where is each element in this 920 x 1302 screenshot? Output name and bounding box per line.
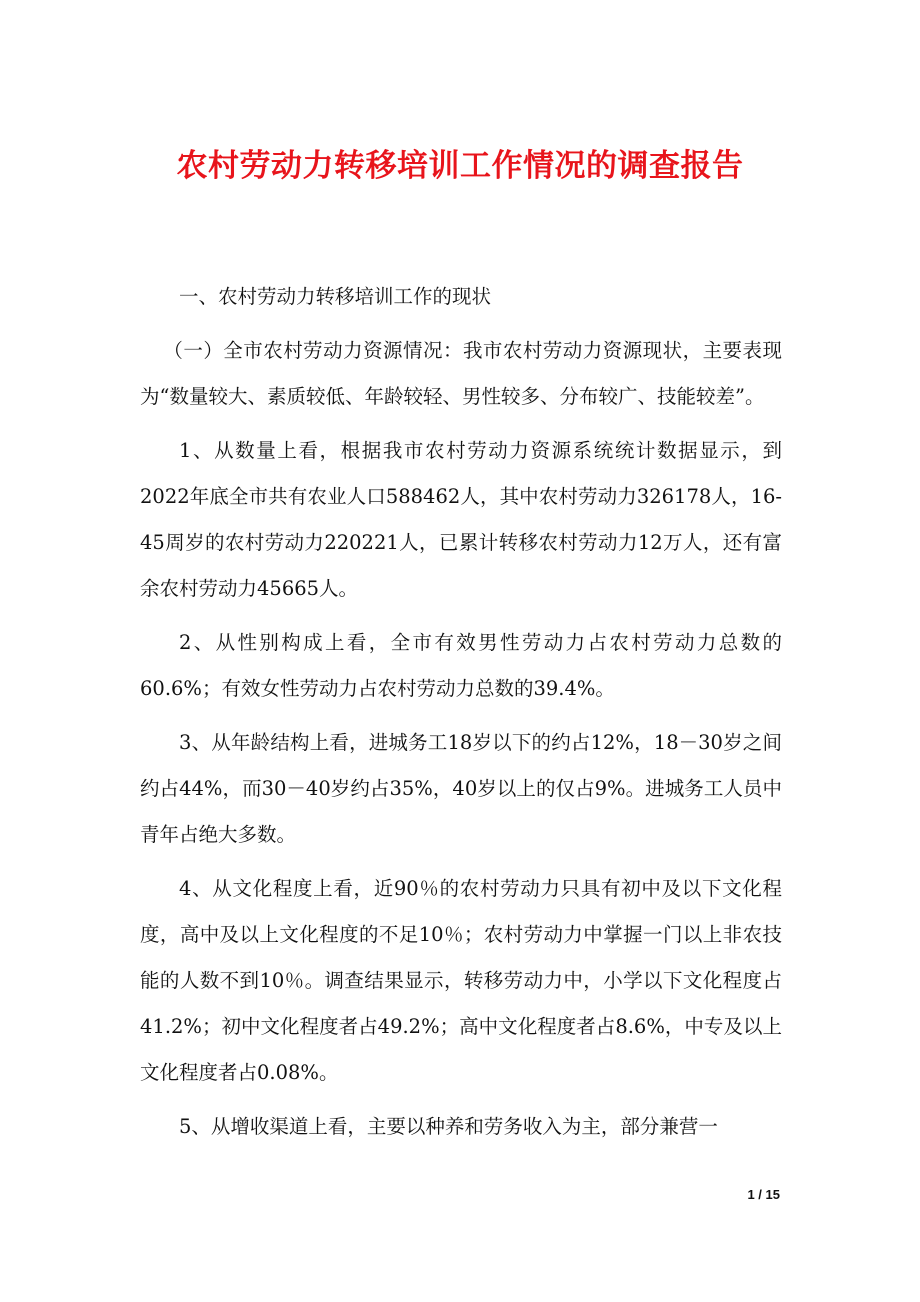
document-body — [140, 274, 782, 1150]
section-heading: 一、农村劳动力转移培训工作的现状 — [179, 285, 492, 308]
paragraph: 2、从性别构成上看，全市有效男性劳动力占农村劳动力总数的60.6%；有效女性劳动力占农村劳动力总数的39.4%。 — [140, 631, 782, 700]
paragraph: 3、从年龄结构上看，进城务工18岁以下的约占12%，18－30岁之间约占44%，而30－40岁约占35%，40岁以上的仅占9%。进城务工人员中青年占绝大多数。 — [140, 731, 782, 846]
paragraph: （一）全市农村劳动力资源情况：我市农村劳动力资源现状，主要表现为“数量较大、素质较低、年龄较轻、男性较多、分布较广、技能较差”。 — [140, 339, 782, 408]
paragraph: 1、从数量上看，根据我市农村劳动力资源系统统计数据显示，到2022年底全市共有农业人口588462人，其中农村劳动力326178人，16-45周岁的农村劳动力220221人，已累计转移农村劳动力12万人，还有富余农村劳动力45665人。 — [140, 439, 782, 600]
document-title: 农村劳动力转移培训工作情况的调查报告 — [176, 148, 744, 184]
page-number: 1 / 15 — [747, 1187, 780, 1202]
paragraph: 4、从文化程度上看，近90％的农村劳动力只具有初中及以下文化程度，高中及以上文化程度的不足10％；农村劳动力中掌握一门以上非农技能的人数不到10％。调查结果显示，转移劳动力中，小学以下文化程度占41.2%；初中文化程度者占49.2%；高中文化程度者占8.6%，中专及以上文化程度者占0.08%。 — [140, 877, 782, 1084]
paragraph: 5、从增收渠道上看，主要以种养和劳务收入为主，部分兼营一 — [179, 1115, 718, 1138]
